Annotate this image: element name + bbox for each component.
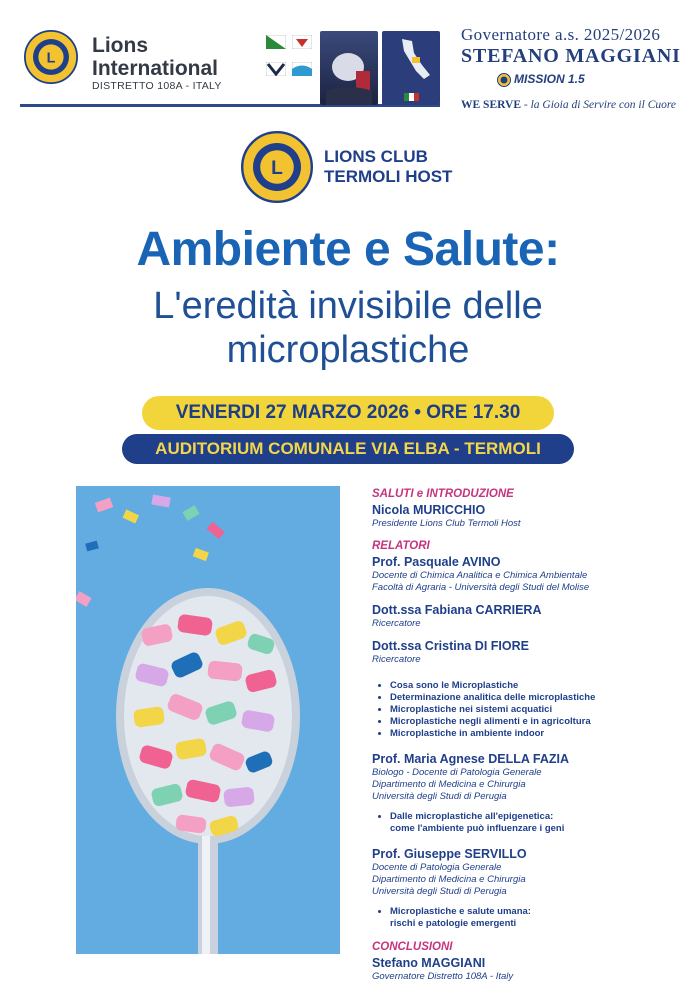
- relatori-label: RELATORI: [372, 540, 430, 552]
- org-name: [92, 34, 218, 80]
- speaker2-name: Dott.ssa Fabiana CARRIERA: [372, 603, 542, 617]
- conclusioni-name: Stefano MAGGIANI: [372, 956, 486, 970]
- speaker4-role-line2: Dipartimento di Medicina e Chirurgia: [372, 779, 526, 790]
- speaker1-role-line2: Facoltà di Agraria - Università degli Studi del Molise: [372, 582, 590, 593]
- motto-rest: - la Gioia di Servire con il Cuore: [521, 99, 677, 111]
- topics-list-1: [372, 680, 672, 740]
- lions-international-logo: [24, 30, 78, 84]
- microplastics-spoon-image: [76, 486, 340, 954]
- saint-george-image: [320, 31, 378, 105]
- event-subtitle-line2: microplastiche: [226, 329, 470, 371]
- speaker3-role: Ricercatore: [372, 654, 421, 665]
- district-label: DISTRETTO 108A - ITALY: [92, 80, 222, 92]
- event-date-banner: VENERDI 27 MARZO 2026 • ORE 17.30: [142, 396, 554, 430]
- conclusioni-role: Governatore Distretto 108A - Italy: [372, 971, 514, 982]
- speaker5-name: Prof. Giuseppe SERVILLO: [372, 847, 527, 861]
- saluti-name: Nicola MURICCHIO: [372, 503, 486, 517]
- svg-text:L: L: [46, 50, 56, 67]
- event-subtitle-line1: L'eredità invisibile delle: [153, 285, 543, 327]
- topic-item: [390, 906, 672, 930]
- topic-item: • Microplastiche negli alimenti e in agricoltura: [390, 716, 672, 728]
- lions-club-logo: [241, 131, 313, 203]
- event-place-banner: AUDITORIUM COMUNALE VIA ELBA - TERMOLI: [122, 434, 574, 464]
- governor-year: Governatore a.s. 2025/2026: [461, 25, 661, 44]
- regional-flag-icon: [266, 62, 286, 76]
- governor-name: STEFANO MAGGIANI: [461, 45, 681, 67]
- org-name-line2: International: [92, 57, 219, 80]
- speaker3-name: Dott.ssa Cristina DI FIORE: [372, 639, 529, 653]
- regional-flag-icon: [292, 62, 312, 76]
- topic-line: Dalle microplastiche all'epigenetica:: [390, 811, 554, 822]
- speaker5-role-line3: Università degli Studi di Perugia: [372, 886, 507, 897]
- topic-line: rischi e patologie emergenti: [390, 918, 517, 929]
- topics-list-3: [372, 906, 672, 930]
- motto-bold: WE SERVE: [461, 99, 521, 111]
- club-name-line2: TERMOLI HOST: [324, 167, 453, 186]
- topics-list-2: [372, 811, 672, 835]
- small-lions-logo-icon: [497, 73, 511, 87]
- club-name-line1: LIONS CLUB: [324, 147, 428, 166]
- program-section: [372, 487, 672, 983]
- regional-flag-icon: [266, 35, 286, 49]
- topic-line: Microplastiche e salute umana:: [390, 906, 531, 917]
- speaker1-name: Prof. Pasquale AVINO: [372, 555, 501, 569]
- saluti-role: Presidente Lions Club Termoli Host: [372, 518, 521, 529]
- speaker2-role: Ricercatore: [372, 618, 421, 629]
- topic-line: come l'ambiente può influenzare i geni: [390, 823, 565, 834]
- topic-item: • Cosa sono le Microplastiche: [390, 680, 672, 692]
- speaker5-role-line1: Docente di Patologia Generale: [372, 862, 502, 873]
- club-name: [324, 147, 452, 187]
- mission-badge: MISSION 1.5: [514, 72, 585, 86]
- saluti-label: SALUTI e INTRODUZIONE: [372, 488, 514, 500]
- speaker4-role-line1: Biologo - Docente di Patologia Generale: [372, 767, 542, 778]
- regional-flag-icon: [292, 35, 312, 49]
- event-subtitle: [0, 284, 696, 372]
- motto: [461, 99, 676, 111]
- topic-item: • Microplastiche nei sistemi acquatici: [390, 704, 672, 716]
- svg-text:L: L: [271, 158, 283, 180]
- speaker1-role-line1: Docente di Chimica Analitica e Chimica Ambientale: [372, 570, 588, 581]
- event-title: Ambiente e Salute:: [136, 223, 560, 276]
- speaker4-name: Prof. Maria Agnese DELLA FAZIA: [372, 752, 570, 766]
- topic-item: • Microplastiche in ambiente indoor: [390, 728, 672, 740]
- speaker4-role-line3: Università degli Studi di Perugia: [372, 791, 507, 802]
- org-name-line1: Lions: [92, 34, 148, 57]
- conclusioni-label: CONCLUSIONI: [372, 941, 453, 953]
- speaker5-role-line2: Dipartimento di Medicina e Chirurgia: [372, 874, 526, 885]
- topic-item: [390, 811, 672, 835]
- italy-map-image: [382, 31, 440, 105]
- topic-item: • Determinazione analitica delle microplastiche: [390, 692, 672, 704]
